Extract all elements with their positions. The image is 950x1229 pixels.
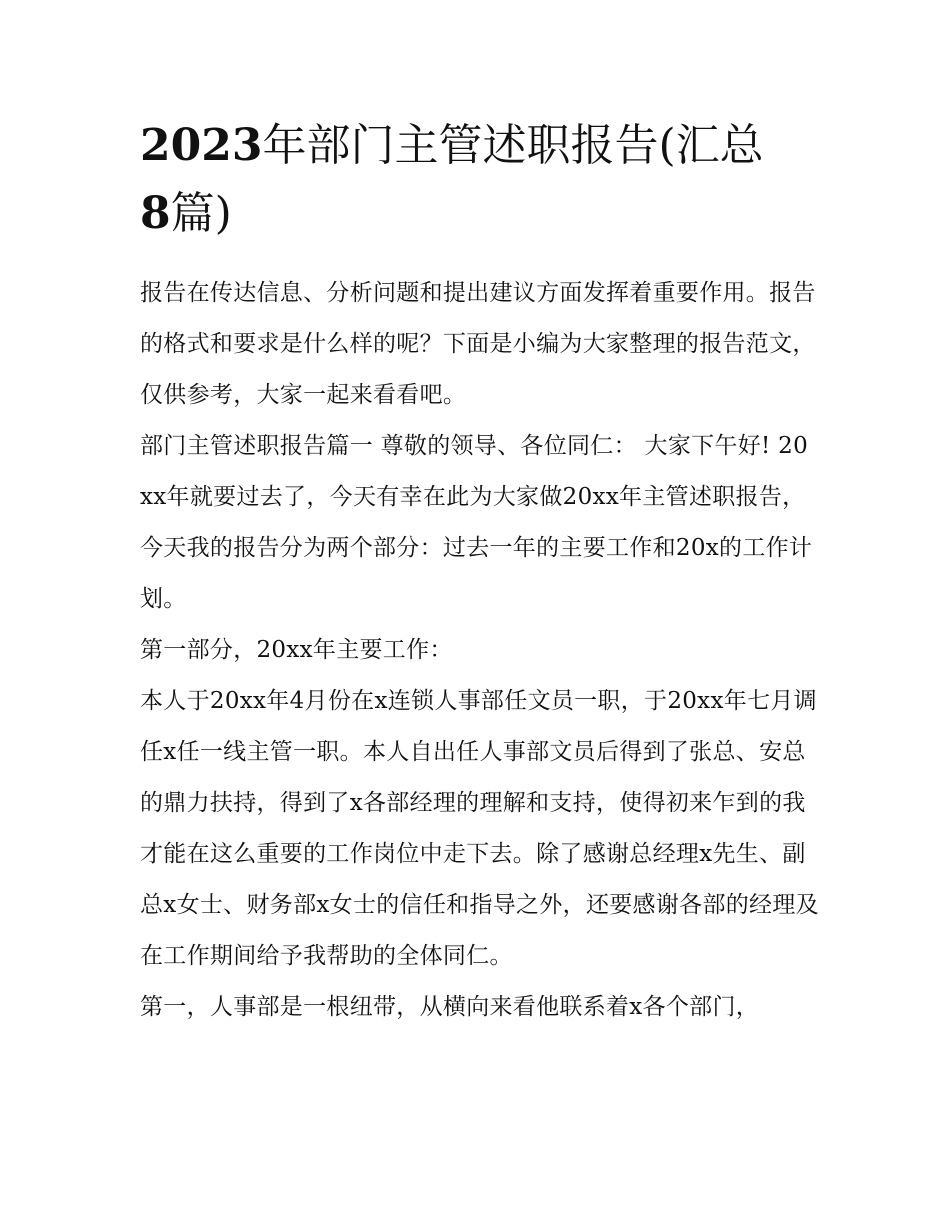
title-count: 8: [140, 188, 171, 239]
document-page: [140, 112, 820, 1033]
paragraph-work-summary: 本人于20xx年4月份在x连锁人事部任文员一职，于20xx年七月调任x任一线主管一职。本人自出任人事部文员后得到了张总、安总的鼎力扶持，得到了x各部经理的理解和支持，使得初来乍到的我才能在这么重要的工作岗位中走下去。除了感谢总经理x先生、副总x女士、财务部x女士的信任和指导之外，还要感谢各部的经理及在工作期间给予我帮助的全体同仁。: [140, 688, 819, 969]
title-text-2: 篇): [170, 188, 232, 239]
paragraph-hr-role: 第一，人事部是一根纽带，从横向来看他联系着x各个部门，: [140, 994, 760, 1020]
paragraph-section-heading: 第一部分，20xx年主要工作：: [140, 637, 453, 663]
title-text-1: 年部门主管述职报告(汇总: [262, 120, 764, 171]
title-year: 2023: [140, 120, 263, 171]
document-title: [140, 112, 820, 248]
paragraph-intro: 报告在传达信息、分析问题和提出建议方面发挥着重要作用。报告的格式和要求是什么样的呢？下面是小编为大家整理的报告范文，仅供参考，大家一起来看看吧。: [140, 280, 816, 408]
paragraph-greeting: 部门主管述职报告篇一 尊敬的领导、各位同仁： 大家下午好! 20xx年就要过去了，今天有幸在此为大家做20xx年主管述职报告，今天我的报告分为两个部分：过去一年的主要工作和20x的工作计划。: [140, 433, 813, 612]
